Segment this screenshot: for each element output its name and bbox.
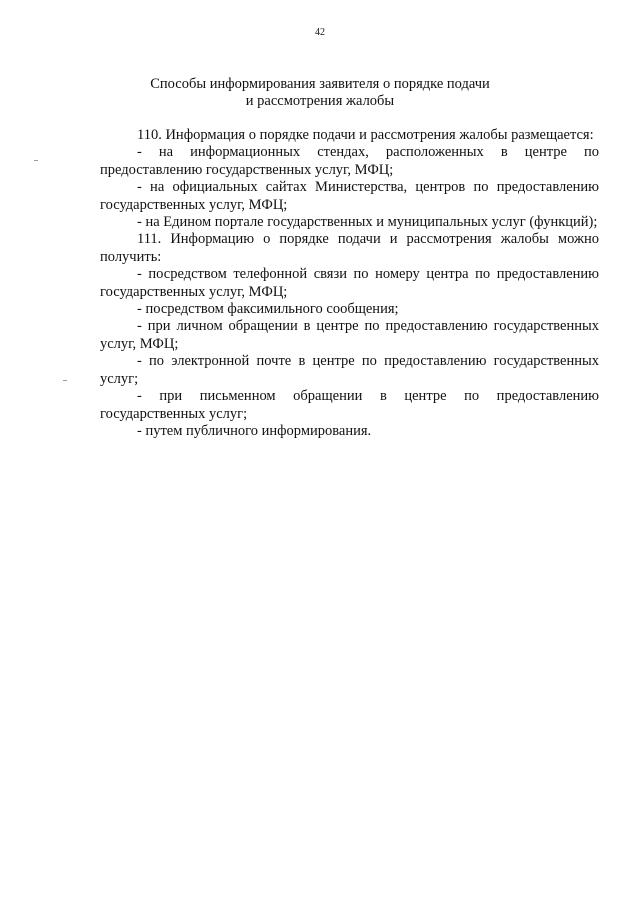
list-item-fax: - посредством факсимильного сообщения; xyxy=(137,301,399,318)
document-body xyxy=(100,127,599,440)
list-item-unified-portal: - на Едином портале государственных и муниципальных услуг (функций); xyxy=(137,214,598,231)
page-number: 42 xyxy=(315,27,325,38)
scan-margin-mark xyxy=(63,380,67,381)
paragraph-110: 110. Информация о порядке подачи и рассмотрения жалобы размещается: xyxy=(137,127,594,143)
list-item-public-informing: - путем публичного информирования. xyxy=(137,422,372,439)
paragraph-111: 111. Информацию о порядке подачи и рассмотрения жалобы можно получить: xyxy=(100,231,599,265)
section-heading xyxy=(0,76,640,110)
list-item-written-request: - при письменном обращении в центре по предоставлению государственных услуг; xyxy=(100,388,599,422)
heading-line-1: Способы информирования заявителя о порядке подачи xyxy=(150,76,490,92)
list-item-official-sites: - на официальных сайтах Министерства, центров по предоставлению государственных услуг, МФЦ; xyxy=(100,179,599,213)
list-item-info-stands: - на информационных стендах, расположенных в центре по предоставлению государственных услуг, МФЦ; xyxy=(100,144,599,178)
list-item-email: - по электронной почте в центре по предоставлению государственных услуг; xyxy=(100,353,599,387)
list-item-telephone: - посредством телефонной связи по номеру центра по предоставлению государственных услуг, МФЦ; xyxy=(100,266,599,300)
heading-line-2: и рассмотрения жалобы xyxy=(245,93,395,109)
list-item-personal-visit: - при личном обращении в центре по предоставлению государственных услуг, МФЦ; xyxy=(100,318,599,352)
scan-margin-mark xyxy=(34,160,38,161)
